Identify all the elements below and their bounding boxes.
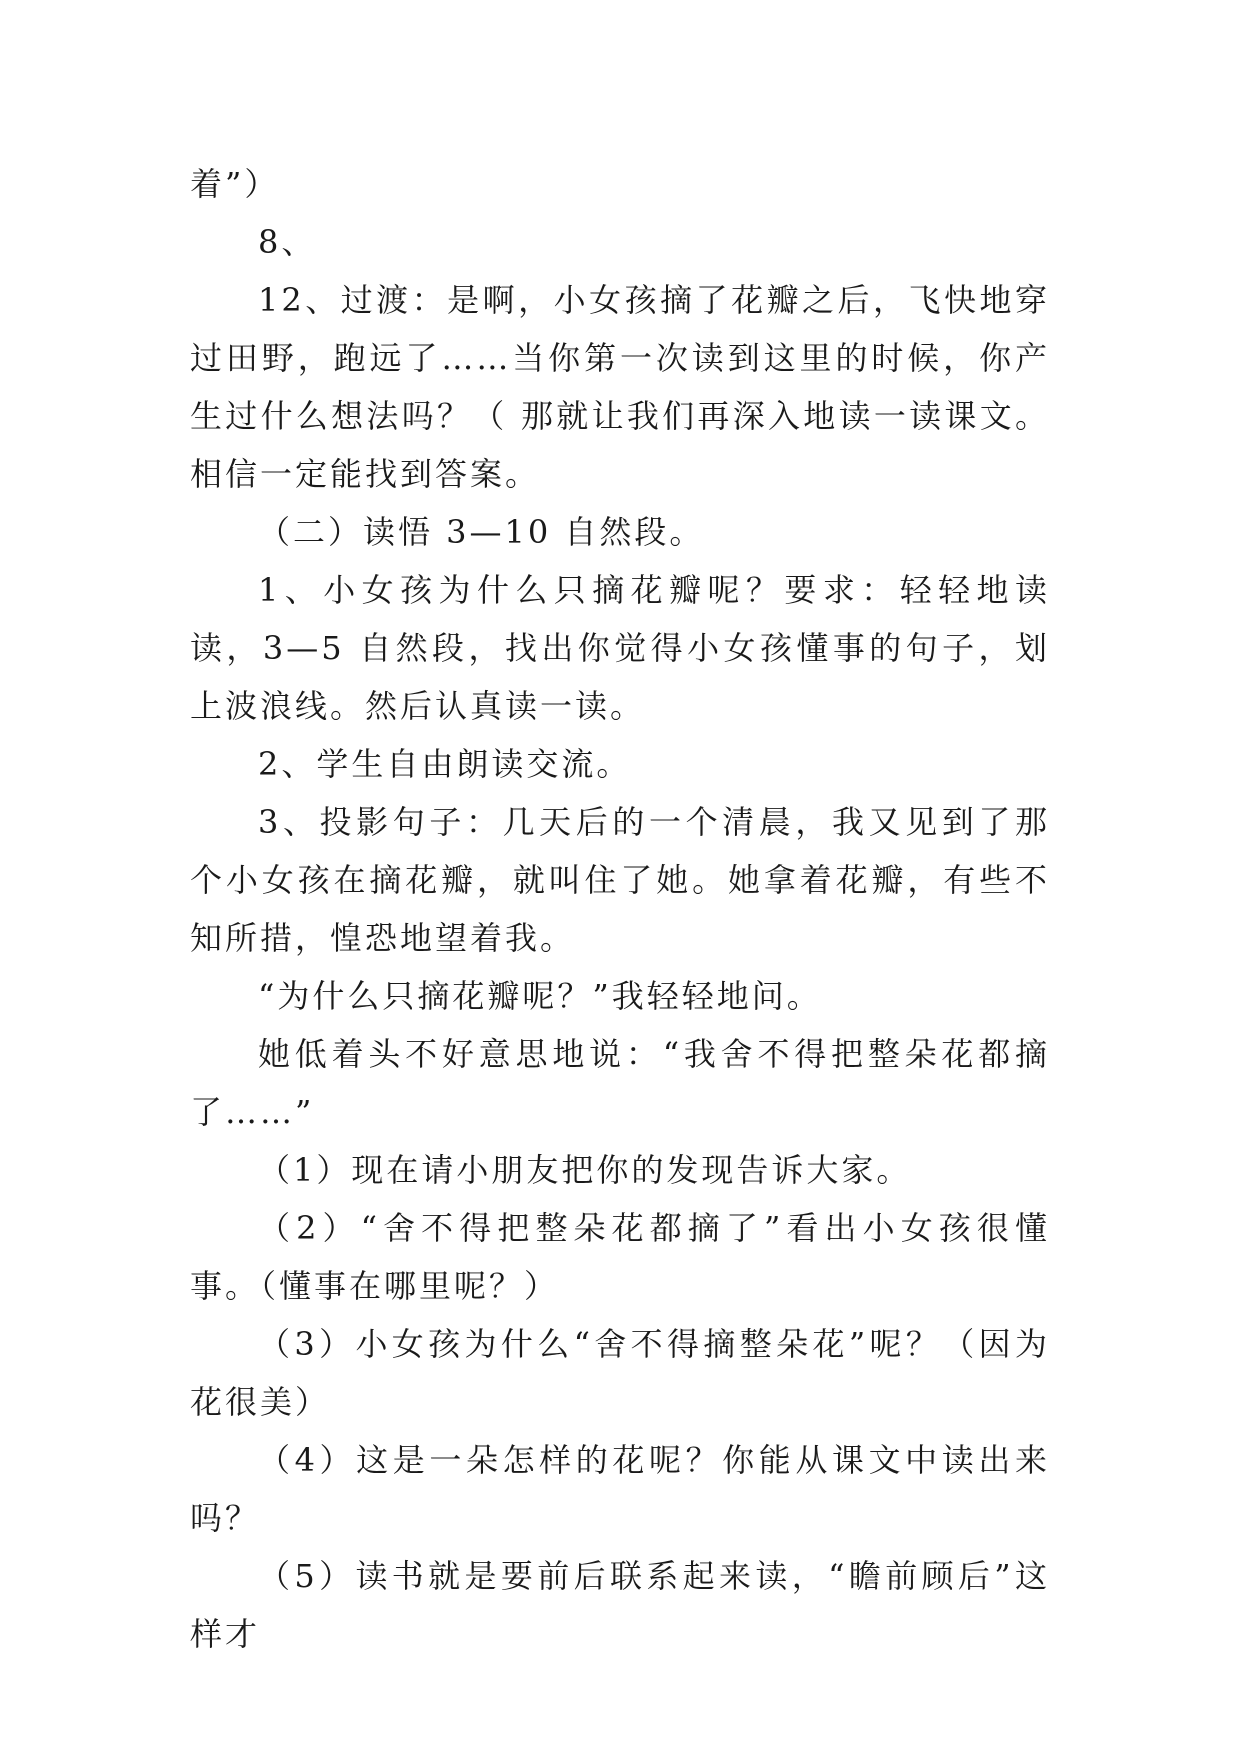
- paragraph: （3）小女孩为什么“舍不得摘整朵花”呢？（因为花很美）: [190, 1325, 1050, 1421]
- paragraph: （2）“舍不得把整朵花都摘了”看出小女孩很懂事。（懂事在哪里呢？）: [190, 1209, 1050, 1305]
- document-body: [190, 155, 1050, 1663]
- paragraph: 她低着头不好意思地说：“我舍不得把整朵花都摘了……”: [190, 1035, 1050, 1131]
- paragraph: 着”）: [190, 165, 280, 203]
- paragraph: （4）这是一朵怎样的花呢？你能从课文中读出来吗？: [190, 1441, 1050, 1537]
- paragraph: 1、小女孩为什么只摘花瓣呢？要求：轻轻地读读，3—5 自然段，找出你觉得小女孩懂事的句子，划上波浪线。然后认真读一读。: [190, 571, 1050, 725]
- paragraph: 2、学生自由朗读交流。: [258, 745, 632, 783]
- paragraph: 3、投影句子：几天后的一个清晨，我又见到了那个小女孩在摘花瓣，就叫住了她。她拿着花瓣，有些不知所措，惶恐地望着我。: [190, 803, 1050, 957]
- paragraph: 12、过渡：是啊，小女孩摘了花瓣之后，飞快地穿过田野，跑远了……当你第一次读到这里的时候，你产生过什么想法吗？（ 那就让我们再深入地读一读课文。相信一定能找到答案。: [190, 281, 1050, 493]
- paragraph: （1）现在请小朋友把你的发现告诉大家。: [258, 1151, 912, 1189]
- paragraph: （5）读书就是要前后联系起来读，“瞻前顾后”这样才: [190, 1557, 1050, 1653]
- paragraph: 8、: [258, 223, 317, 261]
- paragraph: “为什么只摘花瓣呢？”我轻轻地问。: [258, 977, 822, 1015]
- paragraph: （二）读悟 3—10 自然段。: [258, 513, 705, 551]
